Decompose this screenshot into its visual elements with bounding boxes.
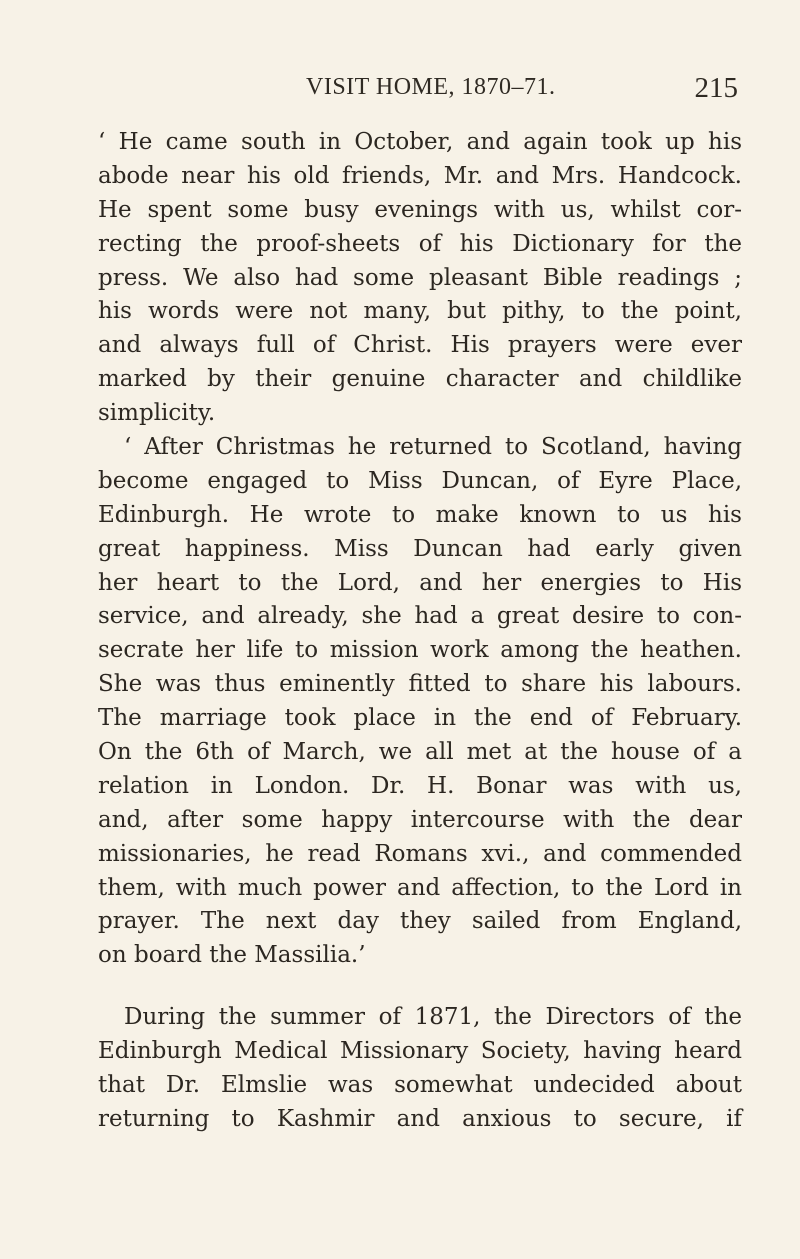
text-line: She was thus eminently fitted to share his labours.: [98, 671, 742, 698]
text-line: his words were not many, but pithy, to the point,: [98, 298, 742, 325]
text-line: ‘ After Christmas he returned to Scotland, having: [124, 434, 742, 461]
text-line: that Dr. Elmslie was somewhat undecided about: [98, 1072, 742, 1099]
text-line: simplicity.: [98, 400, 216, 427]
text-line: recting the proof-sheets of his Dictionary for the: [98, 230, 742, 257]
paragraph-gap: [98, 973, 742, 1001]
text-line: on board the Massilia.’: [98, 942, 366, 969]
text-line: He spent some busy evenings with us, whilst cor-: [98, 196, 742, 223]
text-line: service, and already, she had a great desire to con-: [98, 603, 742, 630]
running-head: VISIT HOME, 1870–71.: [306, 74, 556, 100]
text-line: become engaged to Miss Duncan, of Eyre Place,: [98, 467, 742, 494]
text-line: On the 6th of March, we all met at the house of a: [98, 739, 742, 766]
text-line: Edinburgh. He wrote to make known to us his: [98, 501, 742, 528]
paragraph-2: [98, 431, 742, 973]
page-header: [98, 74, 738, 114]
text-line: press. We also had some pleasant Bible readings ;: [98, 264, 742, 291]
text-line: relation in London. Dr. H. Bonar was with us,: [98, 772, 742, 799]
paragraph-1: [98, 126, 742, 431]
paragraph-3: [98, 1001, 742, 1137]
text-line: great happiness. Miss Duncan had early given: [98, 535, 742, 562]
text-line: and, after some happy intercourse with the dear: [98, 806, 742, 833]
text-line: The marriage took place in the end of February.: [98, 705, 742, 732]
text-line: marked by their genuine character and childlike: [98, 366, 742, 393]
text-line: abode near his old friends, Mr. and Mrs. Handcock.: [98, 162, 742, 189]
text-line: During the summer of 1871, the Directors of the: [124, 1004, 742, 1031]
text-line: missionaries, he read Romans xvi., and commended: [98, 840, 742, 867]
text-line: her heart to the Lord, and her energies to His: [98, 569, 742, 596]
text-line: prayer. The next day they sailed from England,: [98, 908, 742, 935]
text-line: secrate her life to mission work among the heathen.: [98, 637, 742, 664]
text-line: and always full of Christ. His prayers were ever: [98, 332, 742, 359]
body-text: [98, 126, 742, 1137]
text-line: returning to Kashmir and anxious to secure, if: [98, 1105, 742, 1132]
text-line: Edinburgh Medical Missionary Society, having heard: [98, 1038, 742, 1065]
text-line: them, with much power and affection, to the Lord in: [98, 874, 742, 901]
page-number: 215: [694, 72, 738, 104]
text-line: ‘ He came south in October, and again took up his: [98, 129, 742, 155]
